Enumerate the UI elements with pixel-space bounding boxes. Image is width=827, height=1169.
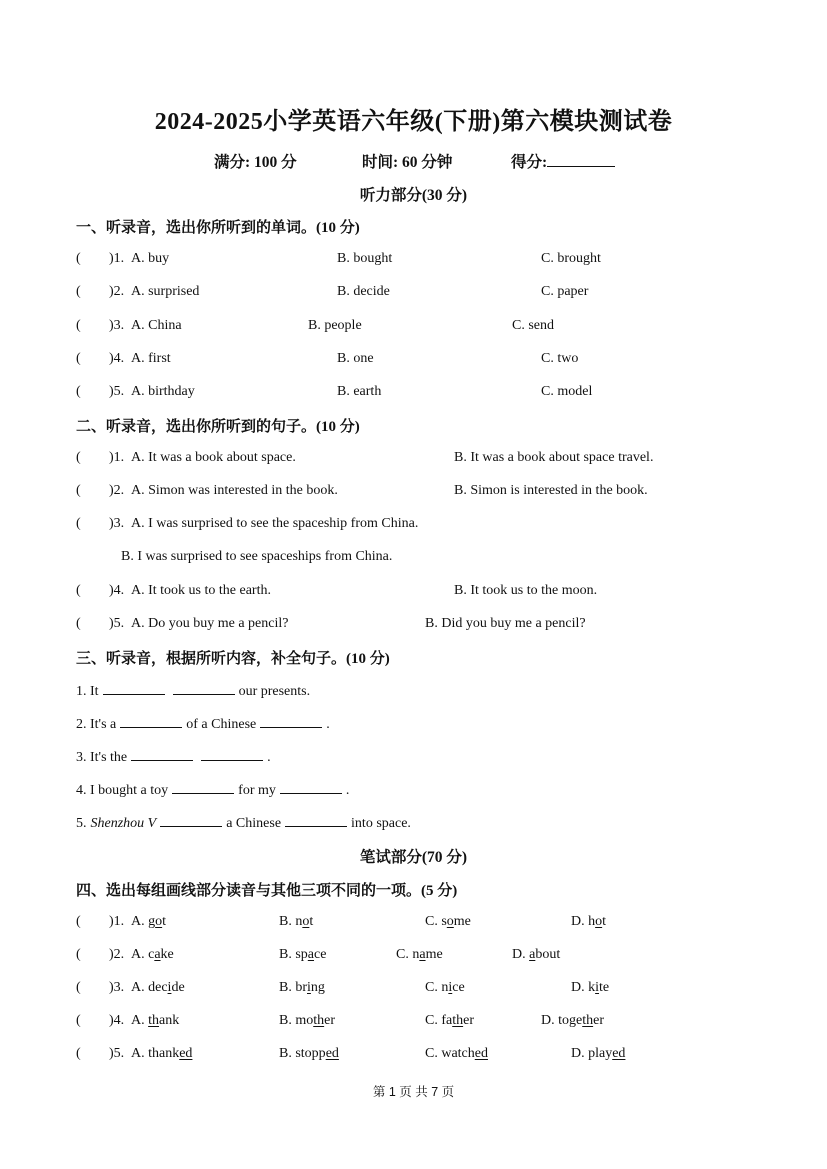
option-b[interactable]	[279, 1013, 335, 1029]
answer-blank[interactable]	[260, 715, 322, 728]
section-2-title: 二、听录音，选出你所听到的句子。(10 分)	[76, 419, 360, 435]
option-a[interactable]: A. Simon was interested in the book.	[131, 483, 338, 498]
answer-paren-open[interactable]: (	[76, 483, 81, 498]
sentence-text: 4. I bought a toy	[76, 783, 169, 798]
word-part: B. stopp	[279, 1046, 326, 1061]
option-c[interactable]	[425, 1046, 488, 1062]
sentence-text: 2. It's a	[76, 717, 117, 732]
option-a[interactable]: A. surprised	[131, 284, 200, 299]
word-part: D. h	[571, 914, 596, 929]
word-part: C. n	[396, 947, 420, 962]
answer-paren-open[interactable]: (	[76, 947, 81, 962]
score-label: 得分:	[511, 154, 548, 171]
option-a[interactable]	[131, 1013, 179, 1029]
option-c[interactable]: C. send	[512, 318, 554, 333]
option-b[interactable]: B. decide	[337, 284, 390, 299]
answer-paren-open[interactable]: (	[76, 251, 81, 266]
word-part: A. dec	[131, 980, 168, 995]
word-part: te	[599, 980, 610, 995]
word-part: ng	[310, 980, 325, 995]
word-part: D. k	[571, 980, 596, 995]
answer-blank[interactable]	[103, 682, 165, 695]
underlined-letters: a	[529, 947, 536, 962]
word-part: ce	[314, 947, 327, 962]
answer-paren-open[interactable]: (	[76, 616, 81, 631]
option-b[interactable]	[279, 1046, 339, 1062]
option-b[interactable]: B. people	[308, 318, 362, 333]
option-b[interactable]: B. It was a book about space travel.	[454, 450, 654, 465]
word-part: er	[593, 1013, 604, 1028]
word-part: t	[162, 914, 167, 929]
underlined-letters: ed	[474, 1046, 488, 1061]
option-d[interactable]	[512, 947, 560, 963]
question-number: )4.	[109, 1013, 125, 1028]
underlined-letters: ed	[179, 1046, 193, 1061]
word-part: B. mo	[279, 1013, 314, 1028]
option-a[interactable]	[131, 914, 166, 930]
word-part: t	[309, 914, 314, 929]
answer-paren-open[interactable]: (	[76, 914, 81, 929]
underlined-letters: o	[595, 914, 603, 929]
sentence-text: Shenzhou V	[90, 816, 157, 831]
option-b[interactable]: B. Did you buy me a pencil?	[425, 616, 586, 631]
question-number: )1.	[109, 251, 125, 266]
word-part: me	[453, 914, 471, 929]
underlined-letters: th	[452, 1013, 464, 1028]
underlined-letters: i	[307, 980, 311, 995]
option-a[interactable]	[131, 980, 185, 996]
sentence-text: .	[267, 750, 271, 765]
section-3-title: 三、听录音，根据所听内容，补全句子。(10 分)	[76, 651, 390, 667]
underlined-letters: i	[448, 980, 453, 995]
underlined-letters: ed	[325, 1046, 339, 1061]
option-b[interactable]: B. I was surprised to see spaceships from China.	[121, 549, 393, 564]
question-number: )2.	[109, 284, 125, 299]
option-c[interactable]: C. model	[541, 384, 593, 399]
option-b[interactable]: B. It took us to the moon.	[454, 583, 598, 598]
answer-blank[interactable]	[120, 715, 182, 728]
answer-blank[interactable]	[131, 748, 193, 761]
option-a[interactable]: A. China	[131, 318, 182, 333]
option-d[interactable]	[571, 980, 609, 996]
question-number: )4.	[109, 583, 125, 598]
answer-blank[interactable]	[160, 814, 222, 827]
word-part: er	[324, 1013, 336, 1028]
option-c[interactable]	[425, 1013, 474, 1029]
answer-paren-open[interactable]: (	[76, 583, 81, 598]
fill-in-sentence	[76, 814, 411, 832]
sentence-text: our presents.	[238, 684, 311, 699]
option-d[interactable]	[571, 914, 606, 930]
underlined-letters: th	[148, 1013, 160, 1028]
answer-blank[interactable]	[280, 781, 342, 794]
word-part: D. play	[571, 1046, 613, 1061]
underlined-letters: ed	[612, 1046, 626, 1061]
listening-part-heading: 听力部分(30 分)	[359, 187, 468, 204]
answer-paren-open[interactable]: (	[76, 1046, 81, 1061]
writing-part-heading: 笔试部分(70 分)	[359, 849, 468, 866]
word-part: D. toge	[541, 1013, 583, 1028]
word-part: B. br	[279, 980, 307, 995]
question-number: )2.	[109, 483, 125, 498]
option-b[interactable]: B. one	[337, 351, 374, 366]
option-a[interactable]: A. It took us to the earth.	[131, 583, 271, 598]
answer-blank[interactable]	[285, 814, 347, 827]
question-number: )2.	[109, 947, 125, 962]
question-number: )4.	[109, 351, 125, 366]
option-b[interactable]: B. bought	[337, 251, 393, 266]
option-b[interactable]: B. Simon is interested in the book.	[454, 483, 648, 498]
sentence-text: of a Chinese	[186, 717, 257, 732]
option-a[interactable]: A. first	[131, 351, 171, 366]
option-a[interactable]: A. It was a book about space.	[131, 450, 296, 465]
question-number: )1.	[109, 450, 125, 465]
fill-in-sentence	[76, 682, 310, 700]
word-part: A. g	[131, 914, 156, 929]
word-part: D.	[512, 947, 530, 962]
option-c[interactable]: C. brought	[541, 251, 601, 266]
sentence-text: .	[345, 783, 350, 798]
option-b[interactable]: B. earth	[337, 384, 382, 399]
underlined-letters: i	[595, 980, 600, 995]
word-part: t	[602, 914, 607, 929]
option-d[interactable]	[571, 1046, 625, 1062]
word-part: ank	[159, 1013, 180, 1028]
full-score: 满分: 100 分	[214, 154, 297, 171]
option-a[interactable]	[131, 947, 174, 963]
word-part: er	[463, 1013, 474, 1028]
underlined-letters: th	[313, 1013, 325, 1028]
underlined-letters: a	[307, 947, 315, 962]
word-part: C. n	[425, 980, 449, 995]
question-number: )3.	[109, 516, 125, 531]
option-b[interactable]	[279, 914, 313, 930]
answer-paren-open[interactable]: (	[76, 450, 81, 465]
question-number: )5.	[109, 1046, 125, 1061]
answer-paren-open[interactable]: (	[76, 1013, 81, 1028]
word-part: bout	[535, 947, 561, 962]
word-part: A. thank	[131, 1046, 180, 1061]
word-part: ke	[160, 947, 174, 962]
fill-in-sentence	[76, 781, 349, 799]
answer-blank[interactable]	[201, 748, 263, 761]
word-part: A.	[131, 1013, 149, 1028]
section-4-title: 四、选出每组画线部分读音与其他三项不同的一项。(5 分)	[76, 883, 458, 899]
word-part: C. fa	[425, 1013, 453, 1028]
sentence-text: 5.	[76, 816, 87, 831]
question-number: )3.	[109, 318, 125, 333]
option-c[interactable]	[425, 914, 471, 930]
word-part: C. s	[425, 914, 447, 929]
answer-paren-open[interactable]: (	[76, 980, 81, 995]
word-part: B. sp	[279, 947, 308, 962]
sentence-text: 1. It	[76, 684, 99, 699]
question-number: )5.	[109, 384, 125, 399]
option-c[interactable]: C. paper	[541, 284, 589, 299]
word-part: B. n	[279, 914, 303, 929]
answer-paren-open[interactable]: (	[76, 284, 81, 299]
option-a[interactable]: A. Do you buy me a pencil?	[131, 616, 289, 631]
answer-blank[interactable]	[172, 781, 234, 794]
option-c[interactable]: C. two	[541, 351, 579, 366]
option-a[interactable]: A. birthday	[131, 384, 195, 399]
fill-in-sentence	[76, 715, 330, 733]
sentence-text: a Chinese	[226, 816, 282, 831]
option-a[interactable]	[131, 1046, 192, 1062]
underlined-letters: th	[582, 1013, 594, 1028]
sentence-text: for my	[238, 783, 276, 798]
page-title: 2024-2025小学英语六年级(下册)第六模块测试卷	[154, 109, 673, 135]
option-b[interactable]	[279, 947, 326, 963]
word-part: me	[425, 947, 443, 962]
option-b[interactable]	[279, 980, 325, 996]
option-d[interactable]	[541, 1013, 604, 1029]
answer-paren-open[interactable]: (	[76, 384, 81, 399]
answer-paren-open[interactable]: (	[76, 351, 81, 366]
section-1-title: 一、听录音，选出你所听到的单词。(10 分)	[76, 220, 360, 236]
score-blank[interactable]	[547, 152, 615, 167]
exam-time: 时间: 60 分钟	[362, 154, 453, 171]
sentence-text: into space.	[351, 816, 411, 831]
word-part: C. watch	[425, 1046, 475, 1061]
sentence-text: 3. It's the	[76, 750, 128, 765]
option-c[interactable]	[425, 980, 465, 996]
underlined-letters: o	[302, 914, 310, 929]
option-c[interactable]	[396, 947, 443, 963]
score-field[interactable]	[511, 150, 615, 172]
option-a[interactable]: A. I was surprised to see the spaceship from China.	[131, 516, 419, 531]
question-number: )3.	[109, 980, 125, 995]
underlined-letters: a	[419, 947, 426, 962]
word-part: de	[171, 980, 185, 995]
question-number: )5.	[109, 616, 125, 631]
underlined-letters: a	[154, 947, 161, 962]
underlined-letters: o	[155, 914, 163, 929]
answer-paren-open[interactable]: (	[76, 516, 81, 531]
page-footer: 第 1 页 共 7 页	[372, 1085, 455, 1099]
underlined-letters: o	[446, 914, 454, 929]
fill-in-sentence	[76, 748, 271, 766]
word-part: A. c	[131, 947, 155, 962]
underlined-letters: i	[167, 980, 172, 995]
answer-blank[interactable]	[173, 682, 235, 695]
question-number: )1.	[109, 914, 125, 929]
word-part: ce	[452, 980, 465, 995]
option-a[interactable]: A. buy	[131, 251, 170, 266]
answer-paren-open[interactable]: (	[76, 318, 81, 333]
sentence-text: .	[326, 717, 330, 732]
